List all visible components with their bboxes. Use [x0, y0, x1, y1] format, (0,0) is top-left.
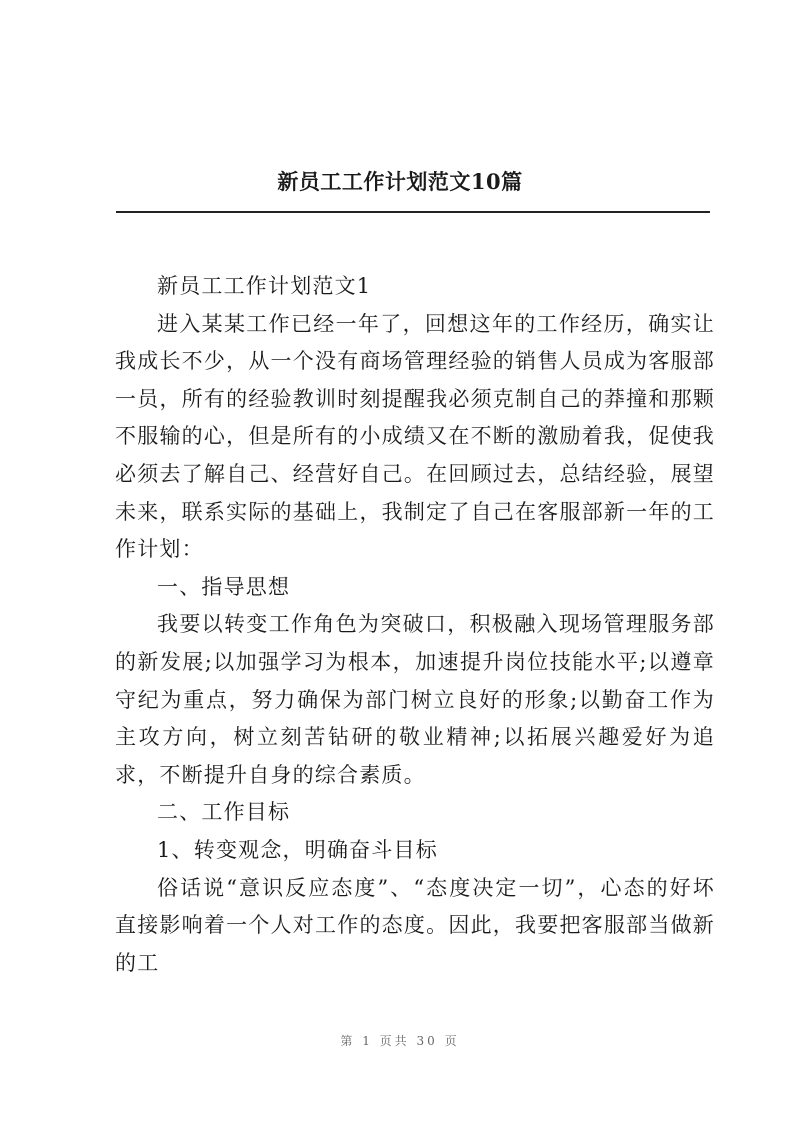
document-body — [115, 268, 715, 982]
title-divider — [116, 211, 710, 213]
subsection-heading: 1、转变观念，明确奋斗目标 — [157, 837, 438, 862]
body-paragraph: 俗话说“意识反应态度”、“态度决定一切”，心态的好坏直接影响着一个人对工作的态度。因此，我要把客服部当做新的工 — [115, 875, 715, 975]
page-number-footer: 第 1 页共 30 页 — [340, 1034, 460, 1048]
section-heading: 新员工工作计划范文1 — [157, 274, 372, 298]
document-title: 新员工工作计划范文10篇 — [277, 169, 523, 194]
body-paragraph: 我要以转变工作角色为突破口，积极融入现场管理服务部的新发展;以加强学习为根本，加速提升岗位技能水平;以遵章守纪为重点，努力确保为部门树立良好的形象;以勤奋工作为主攻方向，树立刻苦钻研的敬业精神;以拓展兴趣爱好为追求，不断提升自身的综合素质。 — [115, 612, 715, 787]
section-heading: 一、指导思想 — [157, 574, 291, 599]
section-heading: 二、工作目标 — [157, 800, 291, 825]
body-paragraph: 进入某某工作已经一年了，回想这年的工作经历，确实让我成长不少，从一个没有商场管理经验的销售人员成为客服部一员，所有的经验教训时刻提醒我必须克制自己的莽撞和那颗不服输的心，但是所有的小成绩又在不断的激励着我，促使我必须去了解自己、经营好自己。在回顾过去，总结经验，展望未来，联系实际的基础上，我制定了自己在客服部新一年的工作计划： — [115, 311, 715, 562]
